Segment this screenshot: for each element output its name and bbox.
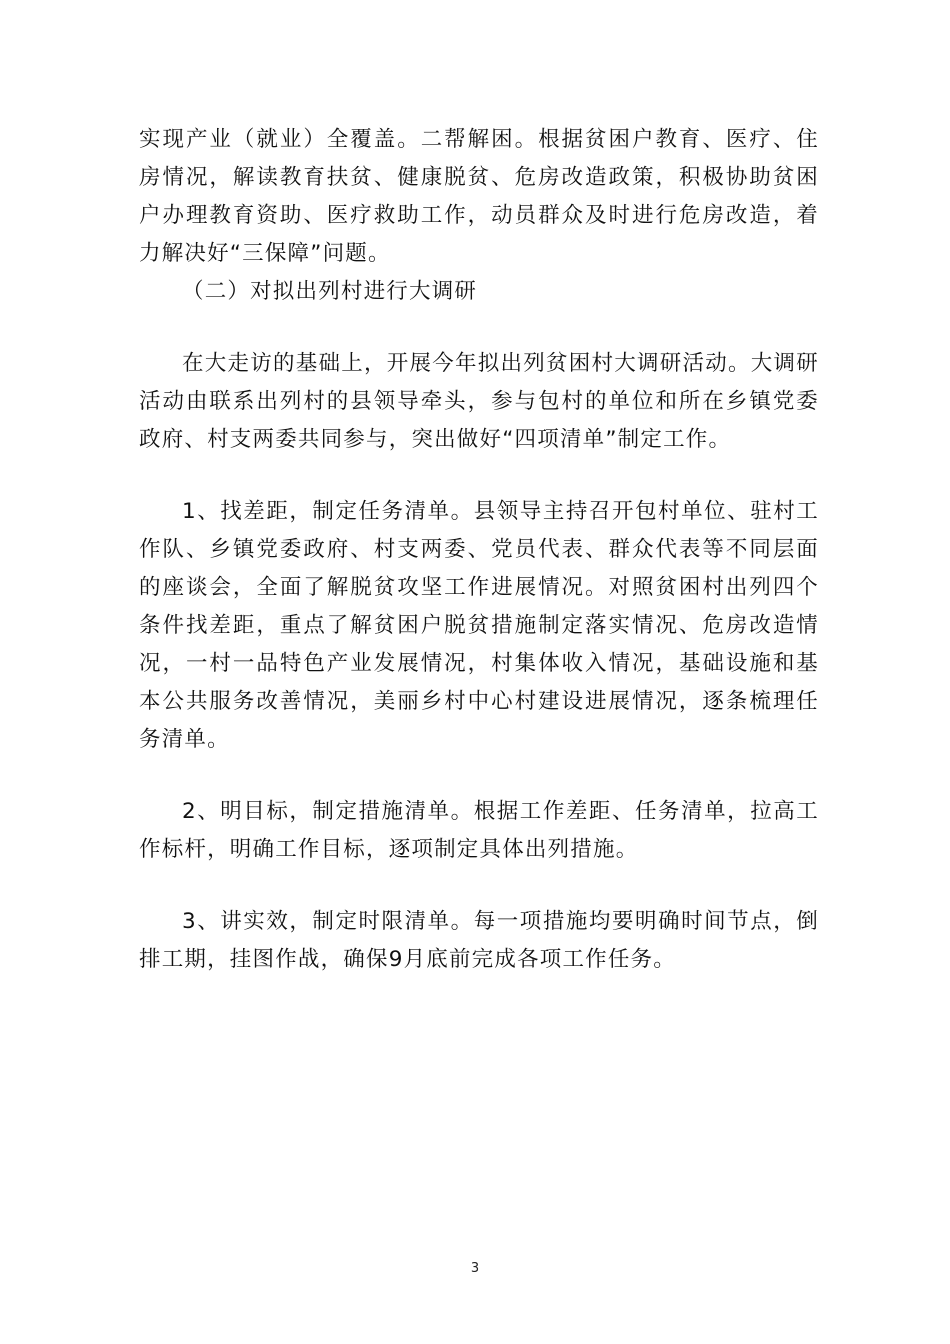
paragraph-item-3: 3、讲实效，制定时限清单。每一项措施均要明确时间节点，倒排工期，挂图作战，确保9月底前完成各项工作任务。 [139,909,819,972]
paragraph-continuation: 实现产业（就业）全覆盖。二帮解困。根据贫困户教育、医疗、住房情况，解读教育扶贫、健康脱贫、危房改造政策，积极协助贫困户办理教育资助、医疗救助工作，动员群众及时进行危房改造，着力解决好“三保障”问题。 [139,127,819,266]
section-heading: （二）对拟出列村进行大调研 [182,279,478,304]
document-body [139,121,819,979]
paragraph-item-2: 2、明目标，制定措施清单。根据工作差距、任务清单，拉高工作标杆，明确工作目标，逐项制定具体出列措施。 [139,799,819,862]
paragraph-item-1: 1、找差距，制定任务清单。县领导主持召开包村单位、驻村工作队、乡镇党委政府、村支两委、党员代表、群众代表等不同层面的座谈会，全面了解脱贫攻坚工作进展情况。对照贫困村出列四个条件找差距，重点了解贫困户脱贫措施制定落实情况、危房改造情况，一村一品特色产业发展情况，村集体收入情况，基础设施和基本公共服务改善情况，美丽乡村中心村建设进展情况，逐条梳理任务清单。 [139,499,819,752]
page-number: 3 [470,1261,480,1276]
paragraph-research: 在大走访的基础上，开展今年拟出列贫困村大调研活动。大调研活动由联系出列村的县领导牵头，参与包村的单位和所在乡镇党委政府、村支两委共同参与，突出做好“四项清单”制定工作。 [139,351,819,452]
